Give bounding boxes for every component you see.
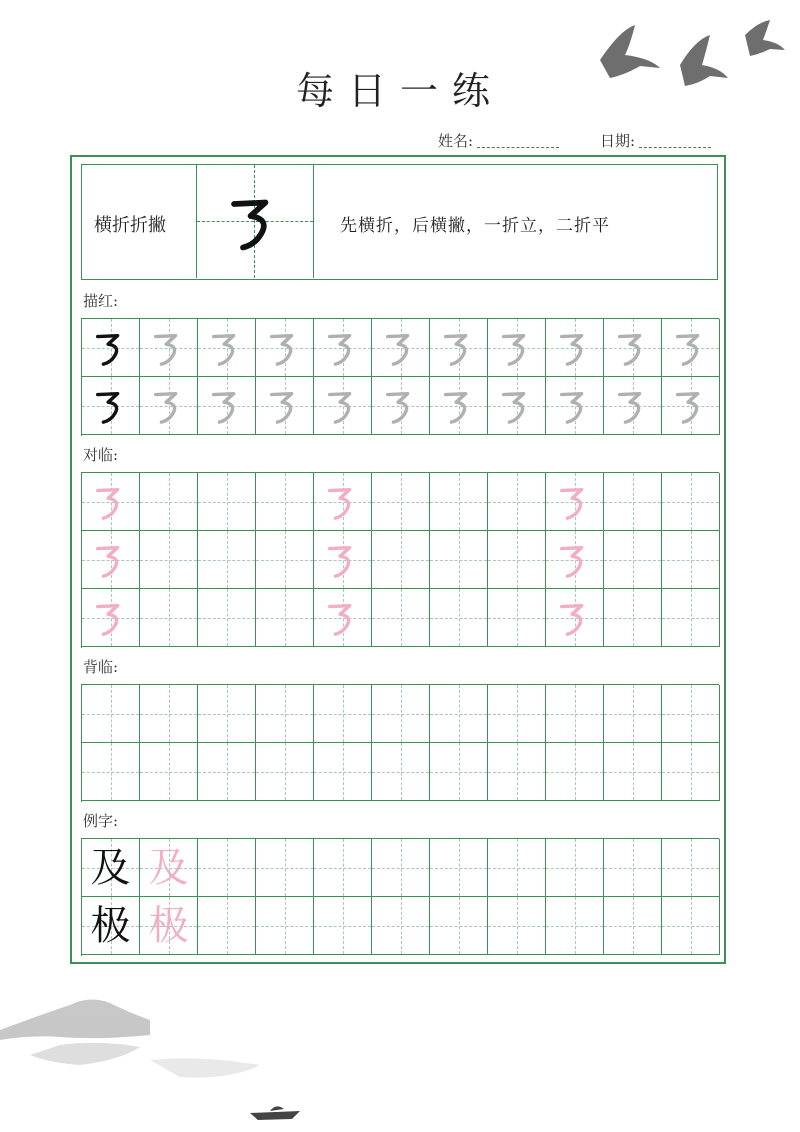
stroke-trace-glyph xyxy=(140,319,197,376)
practice-cell[interactable] xyxy=(662,897,720,955)
practice-cell[interactable] xyxy=(546,531,604,589)
practice-cell[interactable] xyxy=(662,473,720,531)
name-blank[interactable] xyxy=(477,137,559,148)
practice-cell[interactable] xyxy=(256,377,314,435)
practice-cell[interactable] xyxy=(488,589,546,647)
practice-cell[interactable] xyxy=(604,839,662,897)
stroke-trace-glyph xyxy=(314,319,371,376)
practice-cell[interactable] xyxy=(430,743,488,801)
practice-cell[interactable] xyxy=(198,473,256,531)
stroke-trace-glyph xyxy=(604,319,661,376)
stroke-trace-glyph xyxy=(546,377,603,434)
practice-cell[interactable] xyxy=(546,743,604,801)
practice-cell[interactable] xyxy=(662,839,720,897)
practice-cell[interactable] xyxy=(372,531,430,589)
practice-cell[interactable] xyxy=(488,377,546,435)
memory-grid xyxy=(81,684,719,802)
practice-cell[interactable] xyxy=(546,839,604,897)
stroke-trace-glyph xyxy=(488,319,545,376)
practice-cell[interactable] xyxy=(314,531,372,589)
example-grid xyxy=(81,838,719,956)
practice-cell[interactable] xyxy=(546,897,604,955)
example-trace-char xyxy=(140,897,197,954)
stroke-copy-glyph xyxy=(82,473,139,530)
practice-cell[interactable] xyxy=(82,319,140,377)
landscape-decoration-icon xyxy=(0,985,400,1132)
practice-cell[interactable] xyxy=(198,743,256,801)
practice-cell[interactable] xyxy=(662,589,720,647)
practice-cell[interactable] xyxy=(314,839,372,897)
practice-cell[interactable] xyxy=(314,897,372,955)
stroke-demo-cell xyxy=(196,165,314,278)
practice-cell[interactable] xyxy=(430,685,488,743)
practice-cell[interactable] xyxy=(256,589,314,647)
practice-cell[interactable] xyxy=(140,319,198,377)
stroke-trace-glyph xyxy=(372,377,429,434)
practice-cell[interactable] xyxy=(604,531,662,589)
practice-cell[interactable] xyxy=(662,685,720,743)
stroke-trace-glyph xyxy=(198,319,255,376)
practice-cell[interactable] xyxy=(256,897,314,955)
practice-cell[interactable] xyxy=(198,377,256,435)
stroke-trace-glyph xyxy=(372,319,429,376)
practice-cell[interactable] xyxy=(140,377,198,435)
practice-cell[interactable] xyxy=(140,685,198,743)
practice-cell[interactable] xyxy=(546,473,604,531)
practice-cell[interactable] xyxy=(198,839,256,897)
stroke-copy-glyph xyxy=(314,589,371,646)
practice-cell[interactable] xyxy=(198,897,256,955)
practice-cell[interactable] xyxy=(82,897,140,955)
practice-cell[interactable] xyxy=(546,319,604,377)
practice-cell[interactable] xyxy=(256,839,314,897)
practice-cell[interactable] xyxy=(314,743,372,801)
example-trace-char-text: 及 xyxy=(148,844,189,891)
practice-cell[interactable] xyxy=(140,531,198,589)
practice-cell[interactable] xyxy=(82,377,140,435)
practice-cell[interactable] xyxy=(198,589,256,647)
stroke-copy-glyph xyxy=(546,589,603,646)
practice-cell[interactable] xyxy=(372,589,430,647)
practice-cell[interactable] xyxy=(140,743,198,801)
memory-section-label: 背临: xyxy=(83,658,119,676)
name-label: 姓名: xyxy=(438,132,474,150)
practice-cell[interactable] xyxy=(314,685,372,743)
stroke-trace-glyph xyxy=(256,377,313,434)
practice-cell[interactable] xyxy=(488,473,546,531)
stroke-demo-glyph xyxy=(225,187,285,257)
practice-cell[interactable] xyxy=(82,839,140,897)
example-section-label: 例字: xyxy=(83,812,119,830)
date-label: 日期: xyxy=(600,132,636,150)
date-blank[interactable] xyxy=(639,137,711,148)
practice-cell[interactable] xyxy=(82,743,140,801)
practice-cell[interactable] xyxy=(82,531,140,589)
practice-cell[interactable] xyxy=(662,319,720,377)
practice-cell[interactable] xyxy=(488,743,546,801)
example-char-text: 极 xyxy=(90,902,131,949)
practice-cell[interactable] xyxy=(604,743,662,801)
example-trace-char xyxy=(140,839,197,896)
practice-cell[interactable] xyxy=(430,473,488,531)
practice-cell[interactable] xyxy=(662,743,720,801)
practice-cell[interactable] xyxy=(372,839,430,897)
trace-grid xyxy=(81,318,719,436)
practice-cell[interactable] xyxy=(546,377,604,435)
practice-cell[interactable] xyxy=(546,685,604,743)
copy-grid xyxy=(81,472,719,648)
stroke-trace-glyph xyxy=(140,377,197,434)
stroke-copy-glyph xyxy=(546,531,603,588)
stroke-copy-glyph xyxy=(82,589,139,646)
practice-cell[interactable] xyxy=(372,473,430,531)
practice-cell[interactable] xyxy=(662,377,720,435)
practice-cell[interactable] xyxy=(140,473,198,531)
practice-cell[interactable] xyxy=(372,743,430,801)
stroke-copy-glyph xyxy=(314,473,371,530)
practice-cell[interactable] xyxy=(314,377,372,435)
practice-cell[interactable] xyxy=(488,839,546,897)
practice-cell[interactable] xyxy=(256,685,314,743)
practice-cell[interactable] xyxy=(604,473,662,531)
practice-cell[interactable] xyxy=(430,589,488,647)
practice-cell[interactable] xyxy=(82,473,140,531)
practice-cell[interactable] xyxy=(140,897,198,955)
stroke-trace-glyph xyxy=(604,377,661,434)
stroke-copy-glyph xyxy=(546,473,603,530)
practice-cell[interactable] xyxy=(314,319,372,377)
practice-cell[interactable] xyxy=(372,319,430,377)
stroke-copy-glyph xyxy=(314,531,371,588)
practice-cell[interactable] xyxy=(604,897,662,955)
stroke-model-glyph xyxy=(82,319,139,376)
practice-cell[interactable] xyxy=(82,685,140,743)
stroke-copy-glyph xyxy=(82,531,139,588)
stroke-model-glyph xyxy=(82,377,139,434)
stroke-trace-glyph xyxy=(198,377,255,434)
practice-cell[interactable] xyxy=(662,531,720,589)
practice-cell[interactable] xyxy=(430,839,488,897)
practice-cell[interactable] xyxy=(198,531,256,589)
practice-cell[interactable] xyxy=(140,589,198,647)
practice-cell[interactable] xyxy=(430,377,488,435)
practice-cell[interactable] xyxy=(82,589,140,647)
practice-cell[interactable] xyxy=(604,685,662,743)
stroke-trace-glyph xyxy=(662,319,719,376)
stroke-trace-glyph xyxy=(488,377,545,434)
stroke-trace-glyph xyxy=(314,377,371,434)
stroke-trace-glyph xyxy=(546,319,603,376)
practice-cell[interactable] xyxy=(604,319,662,377)
practice-cell[interactable] xyxy=(314,473,372,531)
example-trace-char-text: 极 xyxy=(148,902,189,949)
practice-cell[interactable] xyxy=(430,531,488,589)
practice-cell[interactable] xyxy=(604,377,662,435)
practice-cell[interactable] xyxy=(488,319,546,377)
stroke-trace-glyph xyxy=(430,319,487,376)
example-char xyxy=(82,897,139,954)
name-field[interactable] xyxy=(438,130,559,151)
stroke-description: 先横折，后横撇，一折立，二折平 xyxy=(340,216,610,236)
practice-cell[interactable] xyxy=(314,589,372,647)
practice-cell[interactable] xyxy=(430,319,488,377)
practice-cell[interactable] xyxy=(372,897,430,955)
example-char xyxy=(82,839,139,896)
practice-cell[interactable] xyxy=(546,589,604,647)
practice-cell[interactable] xyxy=(198,319,256,377)
practice-cell[interactable] xyxy=(372,377,430,435)
practice-cell[interactable] xyxy=(198,685,256,743)
page-title: 每日一练 xyxy=(295,69,504,113)
practice-cell[interactable] xyxy=(488,685,546,743)
stroke-trace-glyph xyxy=(430,377,487,434)
practice-cell[interactable] xyxy=(372,685,430,743)
practice-cell[interactable] xyxy=(256,743,314,801)
practice-cell[interactable] xyxy=(430,897,488,955)
stroke-name: 横折折撇 xyxy=(94,215,166,236)
practice-cell[interactable] xyxy=(488,531,546,589)
stroke-trace-glyph xyxy=(662,377,719,434)
date-field[interactable] xyxy=(600,130,711,151)
copy-section-label: 对临: xyxy=(83,446,119,464)
practice-cell[interactable] xyxy=(604,589,662,647)
practice-cell[interactable] xyxy=(488,897,546,955)
practice-cell[interactable] xyxy=(256,473,314,531)
practice-cell[interactable] xyxy=(256,531,314,589)
stroke-info-box xyxy=(81,164,718,280)
example-char-text: 及 xyxy=(90,844,131,891)
practice-cell[interactable] xyxy=(256,319,314,377)
trace-section-label: 描红: xyxy=(83,292,119,310)
stroke-trace-glyph xyxy=(256,319,313,376)
practice-cell[interactable] xyxy=(140,839,198,897)
